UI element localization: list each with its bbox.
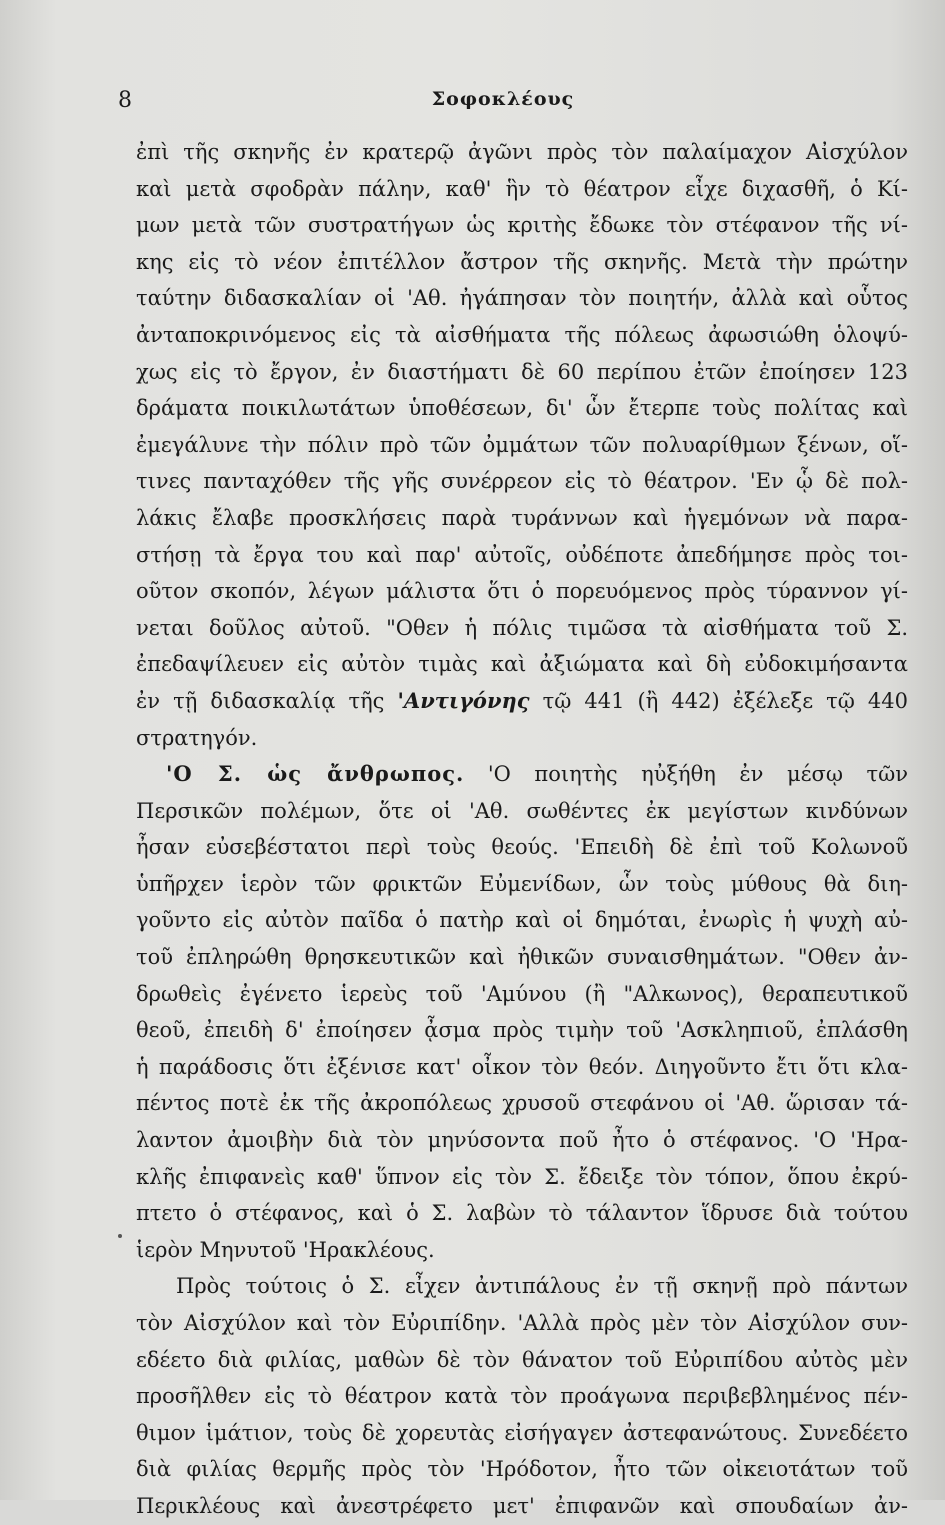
text-line: καὶ μετὰ σφοδρὰν πάλην, καθ' ἣν τὸ θέατρον εἶχε διχασθῆ, ὁ Κί-: [136, 176, 908, 201]
text-line: ἦσαν εὐσεβέστατοι περὶ τοὺς θεούς. 'Επειδὴ δὲ ἐπὶ τοῦ Κολωνοῦ: [136, 835, 908, 860]
text-line: ἐπὶ τῆς σκηνῆς ἐν κρατερῷ ἀγῶνι πρὸς τὸν παλαίμαχον Αἰσχύλον: [136, 140, 908, 164]
body-text: [136, 134, 908, 1525]
text-line: στρατηγόν.: [136, 725, 258, 750]
text-line: οῦτον σκοπόν, λέγων μάλιστα ὅτι ὁ πορευόμενος πρὸς τύραννον γί-: [136, 579, 908, 604]
subhead-line: [136, 756, 908, 793]
text-line: ὑπῆρχεν ἱερὸν τῶν φρικτῶν Εὐμενίδων, ὧν τοὺς μύθους θὰ διη-: [136, 871, 908, 896]
text-line: ἐπεδαψίλευεν εἰς αὐτὸν τιμὰς καὶ ἀξιώματα καὶ δὴ εὐδοκιμήσαντα: [136, 652, 908, 677]
text-line: ἀνταποκρινόμενος εἰς τὰ αἰσθήματα τῆς πόλεως ἀφωσιώθη ὁλοψύ-: [136, 322, 908, 347]
text-line: νεται δοῦλος αὐτοῦ. "Οθεν ἡ πόλις τιμῶσα τὰ αἰσθήματα τοῦ Σ.: [136, 615, 908, 640]
text-line: ἱερὸν Μηνυτοῦ 'Ηρακλέους.: [136, 1237, 435, 1262]
text-line: γοῦντο εἰς αὐτὸν παῖδα ὁ πατὴρ καὶ οἱ δημόται, ἐνωρὶς ἡ ψυχὴ αὐ-: [136, 908, 908, 933]
text-line: μων μετὰ τῶν συστρατήγων ὡς κριτὴς ἔδωκε τὸν στέφανον τῆς νί-: [136, 213, 908, 238]
text-segment: ἐν τῇ διδασκαλίᾳ τῆς: [136, 688, 398, 713]
text-line: ταύτην διδασκαλίαν οἱ 'Αθ. ἠγάπησαν τὸν ποιητήν, ἀλλὰ καὶ οὗτος: [136, 286, 908, 311]
running-head: Σοφοκλέους: [431, 88, 575, 110]
text-line: Περσικῶν πολέμων, ὅτε οἱ 'Αθ. σωθέντες ἐκ μεγίστων κινδύνων: [136, 798, 908, 823]
text-line: ἐμεγάλυνε τὴν πόλιν πρὸ τῶν ὀμμάτων τῶν πολυαρίθμων ξένων, οἵ-: [136, 432, 908, 457]
text-line: στήσῃ τὰ ἔργα του καὶ παρ' αὐτοῖς, οὐδέποτε ἀπεδήμησε πρὸς τοι-: [136, 542, 908, 567]
text-line: χως εἰς τὸ ἔργον, ἐν διαστήματι δὲ 60 περίπου ἐτῶν ἐποίησεν 123: [136, 359, 908, 384]
text-line: τὸν Αἰσχύλον καὶ τὸν Εὐριπίδην. 'Αλλὰ πρὸς μὲν τὸν Αἰσχύλον συν-: [136, 1311, 908, 1335]
text-line: ἡ παράδοσις ὅτι ἐξένισε κατ' οἶκον τὸν θεόν. Διηγοῦντο ἔτι ὅτι κλα-: [136, 1054, 908, 1079]
text-line: εδέετο διὰ φιλίας, μαθὼν δὲ τὸν θάνατον τοῦ Εὐριπίδου αὐτὸς μὲν: [136, 1347, 908, 1372]
text-line: Πρὸς τούτοις ὁ Σ. εἶχεν ἀντιπάλους ἐν τῇ σκηνῇ πρὸ πάντων: [176, 1274, 908, 1299]
page-number: 8: [118, 88, 132, 113]
text-line: τινες πανταχόθεν τῆς γῆς συνέρρεον εἰς τὸ θέατρον. 'Εν ᾧ δὲ πολ-: [136, 469, 908, 494]
text-line: κης εἰς τὸ νέον ἐπιτέλλον ἄστρον τῆς σκηνῆς. Μετὰ τὴν πρώτην: [136, 249, 908, 274]
text-line-with-title: [136, 683, 908, 720]
text-line: θεοῦ, ἐπειδὴ δ' ἐποίησεν ᾆσμα πρὸς τιμὴν τοῦ 'Ασκληπιοῦ, ἐπλάσθη: [136, 1018, 908, 1043]
text-line: δράματα ποικιλωτάτων ὑποθέσεων, δι' ὧν ἔτερπε τοὺς πολίτας καὶ: [136, 396, 908, 421]
text-line: λαντον ἀμοιβὴν διὰ τὸν μηνύσοντα ποῦ ἦτο ὁ στέφανος. 'Ο 'Ηρα-: [136, 1128, 908, 1153]
page-header: [118, 88, 888, 118]
text-line: διὰ φιλίας θερμῆς πρὸς τὸν 'Ηρόδοτον, ἦτο τῶν οἰκειοτάτων τοῦ: [136, 1457, 908, 1482]
text-line: τοῦ ἐπληρώθη θρησκευτικῶν καὶ ἠθικῶν συναισθημάτων. "Οθεν ἀν-: [136, 945, 908, 970]
text-line: προσῆλθεν εἰς τὸ θέατρον κατὰ τὸν προάγωνα περιβεβλημένος πέν-: [136, 1384, 908, 1409]
margin-mark: [118, 1234, 122, 1238]
text-segment: 'Ο ποιητὴς ηὐξήθη ἐν μέσῳ τῶν: [464, 762, 908, 787]
text-line: πέντος ποτὲ ἐκ τῆς ἀκροπόλεως χρυσοῦ στεφάνου οἱ 'Αθ. ὥρισαν τά-: [136, 1091, 908, 1116]
work-title-antigone: 'Αντιγόνης: [397, 687, 530, 713]
text-segment: τῷ 441 (ἢ 442) ἐξέλεξε τῷ 440: [529, 688, 908, 713]
text-line: λάκις ἔλαβε προσκλήσεις παρὰ τυράννων καὶ ἡγεμόνων νὰ παρα-: [136, 505, 908, 530]
section-subhead: 'Ο Σ. ὡς ἄνθρωπος.: [166, 761, 465, 787]
text-line: θιμον ἱμάτιον, τοὺς δὲ χορευτὰς εἰσήγαγεν ἀστεφανώτους. Συνεδέετο: [136, 1420, 908, 1445]
text-line: Περικλέους καὶ ἀνεστρέφετο μετ' ἐπιφανῶν καὶ σπουδαίων ἀν-: [136, 1493, 908, 1518]
text-line: κλῆς ἐπιφανεὶς καθ' ὕπνον εἰς τὸν Σ. ἔδειξε τὸν τόπον, ὅπου ἐκρύ-: [136, 1164, 908, 1189]
text-line: πτετο ὁ στέφανος, καὶ ὁ Σ. λαβὼν τὸ τάλαντον ἵδρυσε διὰ τούτου: [136, 1201, 908, 1226]
text-line: δρωθεὶς ἐγένετο ἱερεὺς τοῦ 'Αμύνου (ἢ "Αλκωνος), θεραπευτικοῦ: [136, 981, 908, 1006]
